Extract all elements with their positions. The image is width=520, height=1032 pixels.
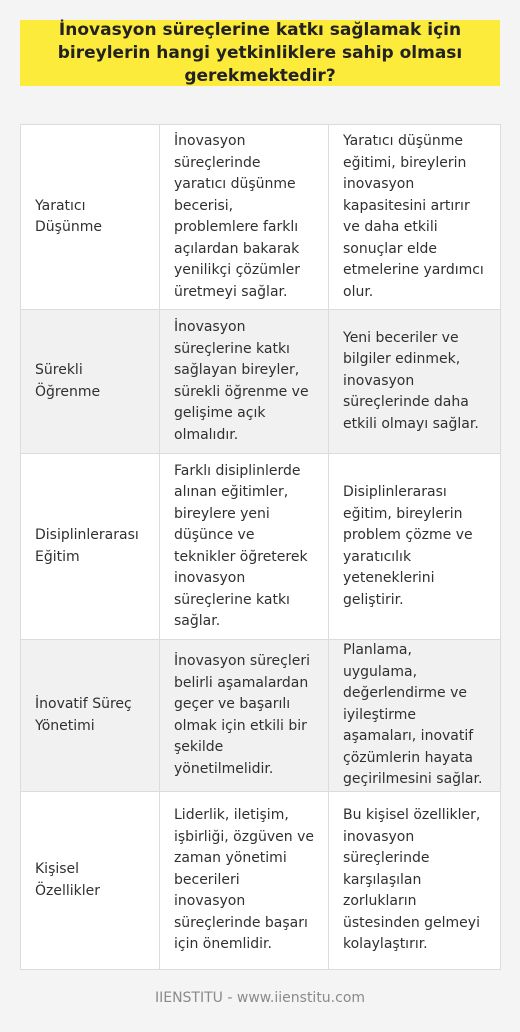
table-row bbox=[21, 792, 501, 970]
table-row bbox=[21, 125, 501, 310]
competency-description: İnovasyon süreçlerinde yaratıcı düşünme becerisi, problemlere farklı açılardan bakarak yenilikçi çözümler üretmeyi sağlar. bbox=[160, 125, 329, 310]
competency-name: Sürekli Öğrenme bbox=[21, 310, 160, 454]
footer-credit: IIENSTITU - www.iienstitu.com bbox=[154, 990, 366, 1006]
competency-name: Yaratıcı Düşünme bbox=[21, 125, 160, 310]
competency-description: İnovasyon süreçlerine katkı sağlayan bireyler, sürekli öğrenme ve gelişime açık olmalıdır. bbox=[160, 310, 329, 454]
competency-description: İnovasyon süreçleri belirli aşamalardan geçer ve başarılı olmak için etkili bir şekilde yönetilmelidir. bbox=[160, 640, 329, 792]
competency-name: Disiplinlerarası Eğitim bbox=[21, 454, 160, 640]
table-row bbox=[21, 640, 501, 792]
competency-name: İnovatif Süreç Yönetimi bbox=[21, 640, 160, 792]
competency-benefit: Disiplinlerarası eğitim, bireylerin problem çözme ve yaratıcılık yeteneklerini geliştirir. bbox=[329, 454, 501, 640]
competency-table bbox=[20, 124, 501, 970]
competency-benefit: Yeni beceriler ve bilgiler edinmek, inovasyon süreçlerinde daha etkili olmayı sağlar. bbox=[329, 310, 501, 454]
table-row bbox=[21, 310, 501, 454]
competency-description: Farklı disiplinlerde alınan eğitimler, bireylere yeni düşünce ve teknikler öğreterek inovasyon süreçlerine katkı sağlar. bbox=[160, 454, 329, 640]
competency-benefit: Planlama, uygulama, değerlendirme ve iyileştirme aşamaları, inovatif çözümlerin hayata geçirilmesini sağlar. bbox=[329, 640, 501, 792]
page-title: İnovasyon süreçlerine katkı sağlamak için bireylerin hangi yetkinliklere sahip olması gerekmektedir? bbox=[57, 19, 463, 86]
competency-description: Liderlik, iletişim, işbirliği, özgüven ve zaman yönetimi becerileri inovasyon süreçlerinde başarı için önemlidir. bbox=[160, 792, 329, 970]
title-banner bbox=[20, 20, 500, 86]
competency-benefit: Yaratıcı düşünme eğitimi, bireylerin inovasyon kapasitesini artırır ve daha etkili sonuçlar elde etmelerine yardımcı olur. bbox=[329, 125, 501, 310]
competency-name: Kişisel Özellikler bbox=[21, 792, 160, 970]
competency-benefit: Bu kişisel özellikler, inovasyon süreçlerinde karşılaşılan zorlukların üstesinden gelmeyi kolaylaştırır. bbox=[329, 792, 501, 970]
table-row bbox=[21, 454, 501, 640]
